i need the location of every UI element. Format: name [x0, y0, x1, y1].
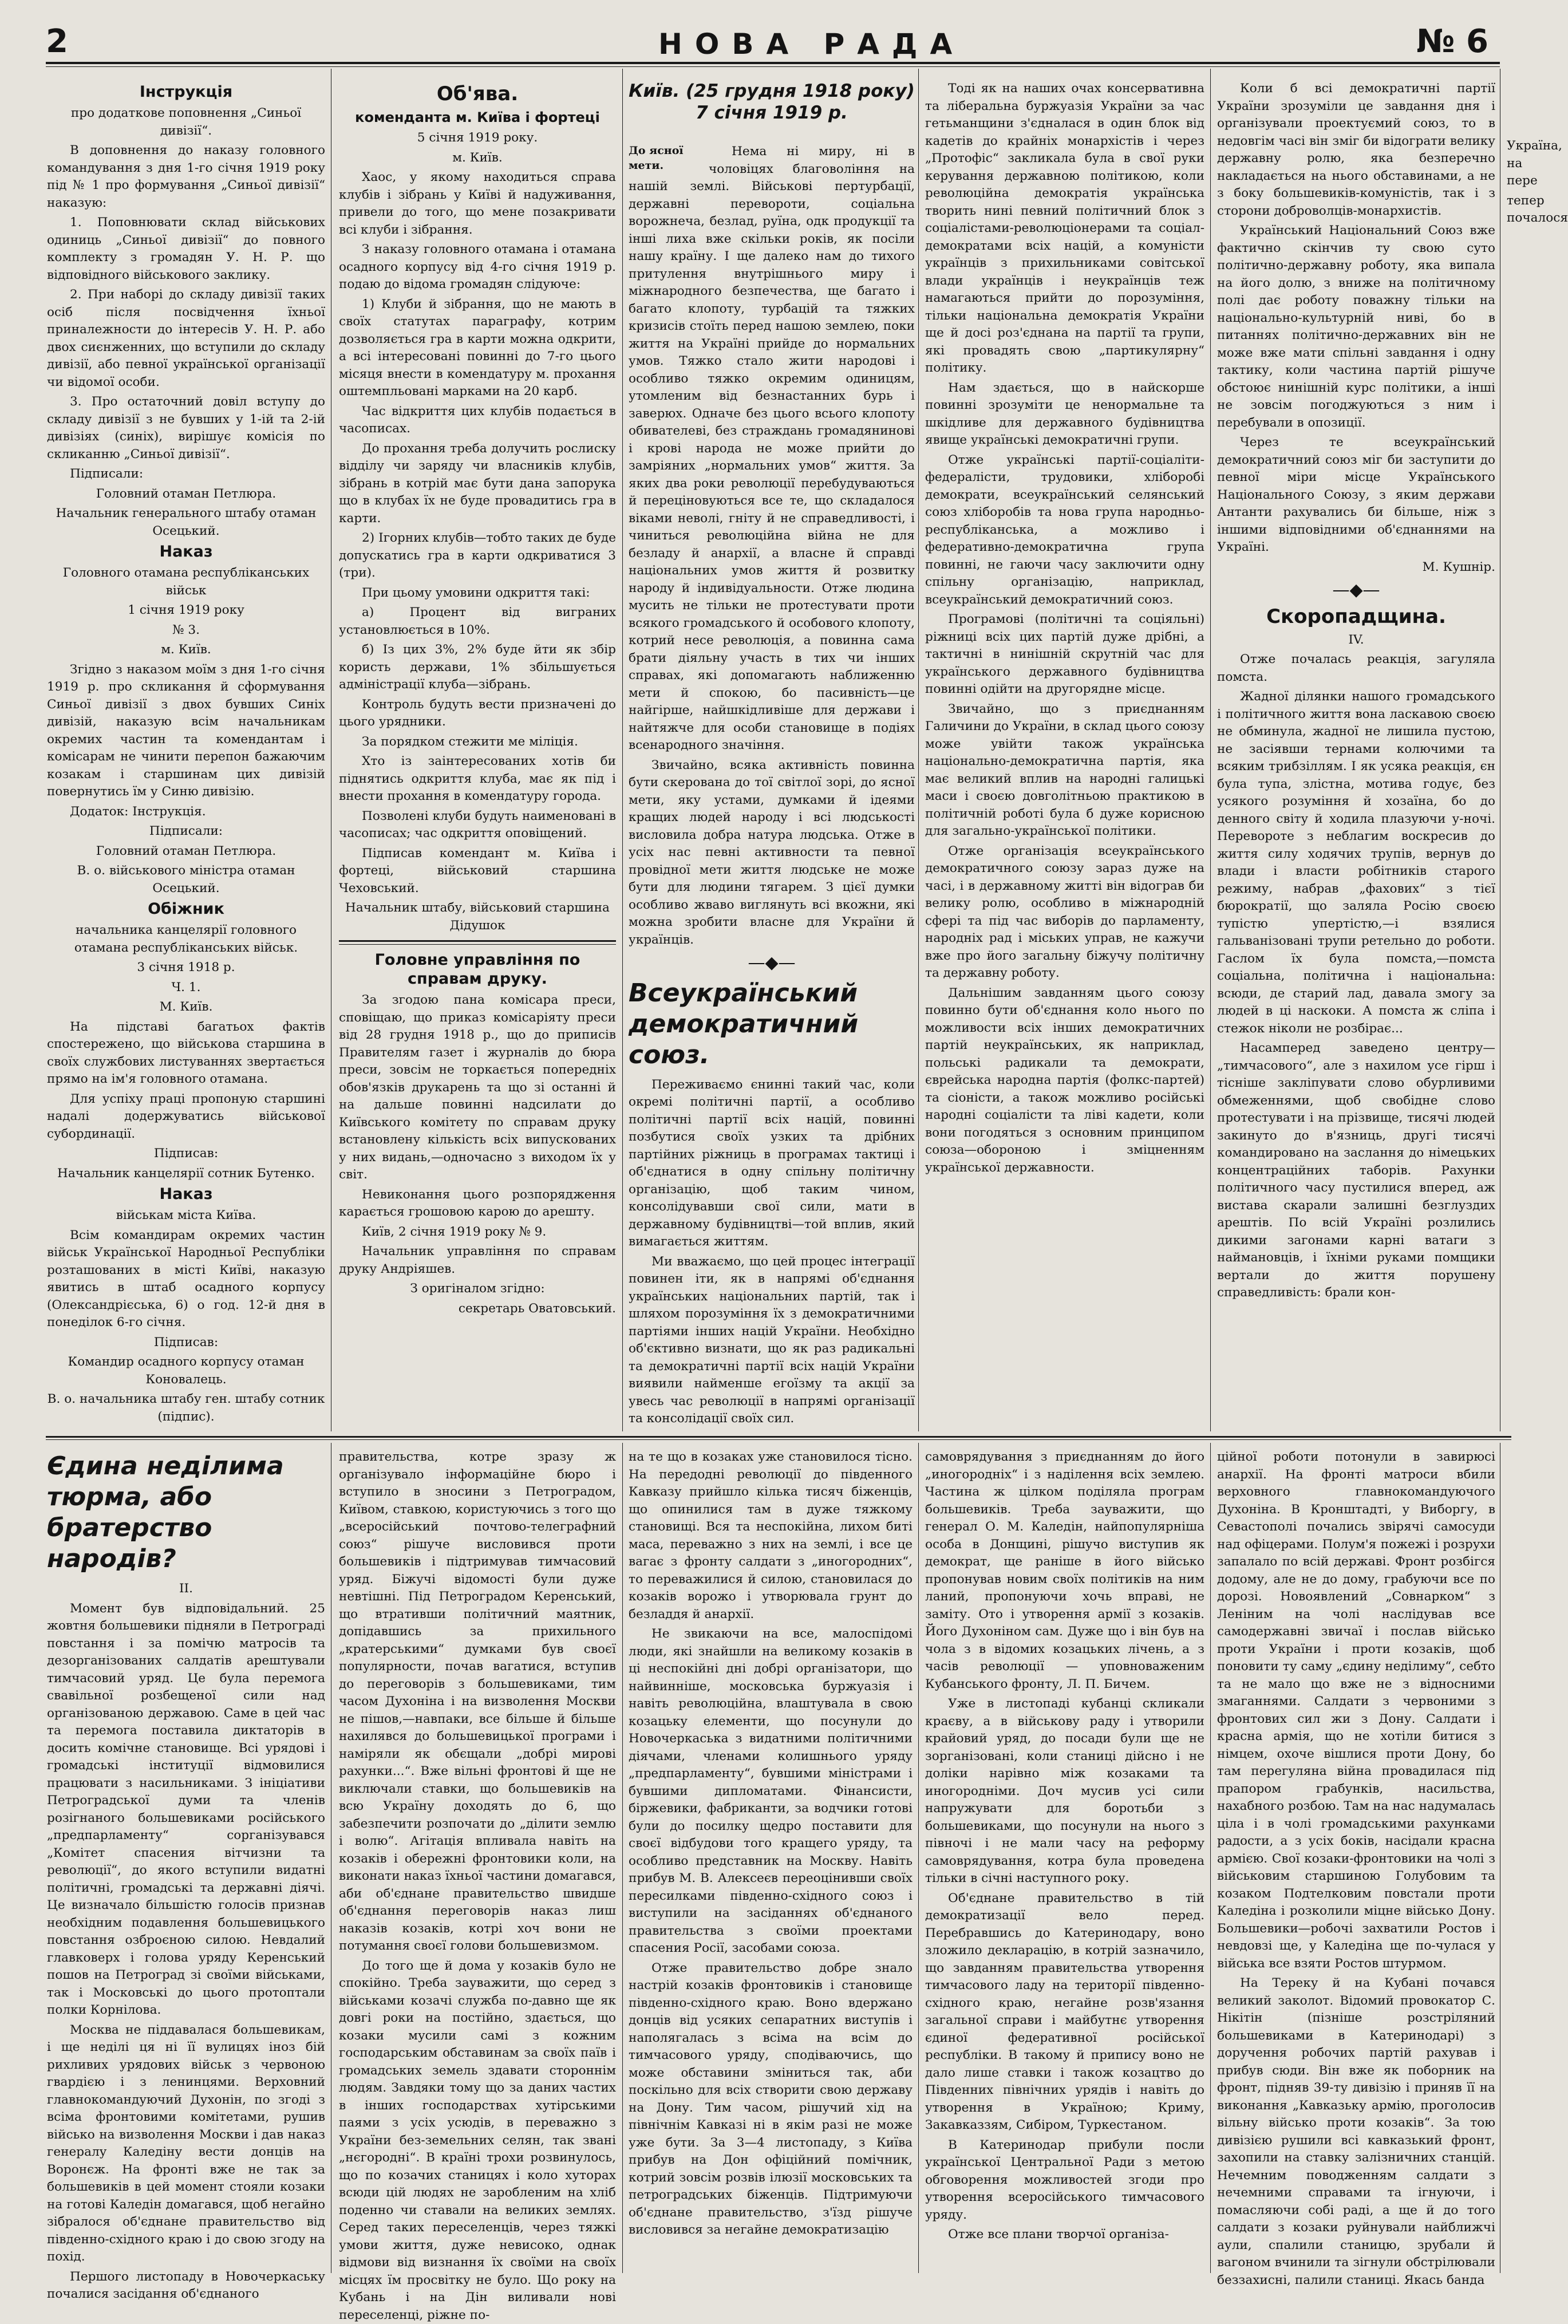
instruction-paragraph: 3. Про остаточний довіл вступу до складу дивізії з не бувших у 1-ій та 2-ій дивізіях (синіх), вирішує комісія по скликанню „Синьої дивізії“. [47, 393, 325, 463]
circular-number: Ч. 1. [47, 979, 325, 997]
order2-subtitle: військам міста Київа. [47, 1207, 325, 1225]
column-divider [1210, 1443, 1211, 2273]
cutoff-fragment: тепер почалося [1507, 192, 1541, 227]
order-attachment: Додаток: Інструкція. [47, 803, 325, 821]
announcement-signature: Начальник штабу, військовий старшина Дідушок [339, 899, 616, 934]
press-office-title: Головне управління по справам друку. [339, 950, 616, 988]
press-office-note: З оригіналом згідно: [339, 1280, 616, 1298]
union-paragraph: Тоді як на наших очах консервативна та ліберальна буржуазія України за час гетьманщини з'єдналася в один блок від кадетів до крайніх монархістів і через „Протофіс“ закликала була в свої руки керування державною політикою, коли революційна демократія українська творить нині певний політичний блок з соціалістами-революціонерами та соціал-демократами всіх націй, а комуністи українців з прихильниками совітської влади українців і неукраїнців теж намагаються прийти до порозуміння, тільки національна демократія України ще й досі роз'єднана на партії та групи, які провадять свою „партикулярну“ політику. [925, 80, 1204, 377]
order2-paragraph: Всім командирам окремих частин військ Української Народньої Республіки розташованих в місті Київі, наказую явитись в штаб осадного корпусу (Олександрієська, 6) о год. 12-й дня в понеділок 6-го січня. [47, 1227, 325, 1332]
press-office-paragraph: За згодою пана комісара преси, сповіщаю, що приказ комісаріяту преси від 28 грудня 1918 р., що до приписів Правителям газет і журналів до бюра преси, зовсім не торкається попередніх обов'язків друкарень та що зі останні й на дальше повинні надсилати до Київського комітету по справам друку встановлену кількість всіх випускованих у них видань,—одночасно з виходом їх у світ. [339, 992, 616, 1184]
circular-paragraph: На підставі багатьох фактів спостережено, що військова старшина в своїх службових листуваннях звертається прямо на ім'я головного отамана. [47, 1019, 325, 1088]
union-paragraph: Програмові (політичні та соціяльні) ріжниці всіх цих партій дуже дрібні, а тактичні в нинішній скрутній час для українського державного будівництва повинні одійти на другорядне місце. [925, 611, 1204, 699]
announcement-paragraph: 2) Ігорних клубів—тобто таких де буде допускатись гра в карти одкриватися 3 (три). [339, 530, 616, 582]
circular-paragraph: Для успіху праці пропоную старшині надалі додержуватись військової субординації. [47, 1091, 325, 1143]
announcement-city: м. Київ. [339, 149, 616, 167]
prison-paragraph: на те що в козаках уже становилося тісно. На передодні революції до південного Кавказу прийшло кілька тисяч біженців, що опинилися там в дуже тяжкому становищі. Вся та неспокійна, лихом биті маса, переважно з них на землі, і все це вагає з фронту салдати з „иногородних“, то переважилися й силою, становилася до козаків ворожо і утворювала грунт до безладдя й анархії. [629, 1449, 913, 1623]
bottom-column-1 [47, 1449, 325, 2273]
announcement-paragraph: З наказу головного отамана і отамана осадного корпусу від 4-го січня 1919 р. подаю до відома громадян слідуюче: [339, 241, 616, 294]
column-1 [47, 80, 325, 1431]
bottom-column-2 [339, 1449, 616, 2273]
announcement-paragraph: До прохання треба долучить рослиску відділу чи заряду чи власників клубів, зібрань в котрій має бути дана запорука що в клубах їх не буде провадитись гра в карти. [339, 440, 616, 528]
header-rule-thin [46, 66, 1500, 67]
union-paragraph: Коли б всі демократичні партії України зрозуміли це завдання дня і організували проектуємий союз, то в недовгім часі він зміг би відограти велику державну ролю, яка безперечно накладається на нього обставинами, а не з боку большевиків-комуністів, так і з сторони доброволців-монархистів. [1217, 80, 1495, 220]
union-paragraph: Нам здається, що в найскорше повинні зрозуміти це ненормальне та шкідливе для державного будівництва явище українські демократичні групи. [925, 380, 1204, 449]
circular-signed: Підписав: [47, 1145, 325, 1163]
prison-paragraph: Не звикаючи на все, малоспідомі люди, які знайшли на великому козаків в ці неспокійні дні добрі організатори, що найвинніше, московська буржуазія і навіть революційна, влаштувала в свою козацьку елементи, що посунули до Новочеркаська з видатними політичними діячами, членами колишнього уряду „предпарламенту“, бувшими міністрами і бувшими дипломатами. Фінансисти, біржевики, фабриканти, за водчики готові були до посилку щедро поставити для своєї відбудови того кращего уряду, та особливо представник на Москву. Навіть прибув М. В. Алексеєв переоцінивши своїх пересилками південно-східного союз і виступили на засіданнях об'єднаного правительства з своїми проектами спасения Росії, засобами союза. [629, 1625, 913, 1958]
order-paragraph: Згідно з наказом моїм з дня 1-го січня 1919 р. про скликання й сформування Синьої дивізії з двох бувших Синіх дивізій, наказую всім начальникам окремих частин та комендантам і комісарам не чинити перепон бажаючим козакам і старшинам цих дивізій повернутись їм у Синю дивізію. [47, 661, 325, 801]
order-signature: Головний отаман Петлюра. [47, 843, 325, 861]
order-date: 1 січня 1919 року [47, 602, 325, 620]
prison-paragraph: Уже в листопаді кубанці скликали краєву, а в військову раду і утворили крайовий уряд, до посади були ще не зорганізовані, коли станиці дійсно і не доліки нарівно між козаками та иногородніми. Доч мусив усі сили напружувати для боротьби з большевиками, що посунули на нього з півночі і не мали часу на реформу самоврядування, котра була проведена тільки в січні наступного року. [925, 1695, 1204, 1888]
circular-date: 3 січня 1918 р. [47, 959, 325, 977]
prison-article-title: Єдина неділима тюрма, або братерство народів? [47, 1451, 325, 1575]
prison-paragraph: Отже правительство добре знало настрій козаків фронтовиків і становище південно-східного краю. Воно вдержано донців від усяких сепаратних виступів і наполягалась з всіма на всім до тимчасового уряду, сподіваючись, що може обставини зміниться так, аби поскільно для всіх створити свою державу на Дону. Тим часом, рішучий хід на північнім Кавказі ні в якім разі не може уже бути. За 3—4 листопаду, з Київа прибув на Дон офіційний помічник, котрий зовсім розвів ілюзії московських та петроградських біженців. Підтримуючи об'єднане правительство, з'їзд рішуче висловився за негайне демократизацію [629, 1960, 913, 2239]
instruction-paragraph: 2. При наборі до складу дивізії таких осіб після посвідчення їхньої приналежности до інтересів У. Н. Р. або двох сиєнженних, що вступили до складу дивізії, або певної української організації чи відомої особи. [47, 286, 325, 391]
ornament-divider: —◆— [1217, 582, 1495, 599]
union-paragraph: Звичайно, що з приєднанням Галичини до України, в склад цього союзу може увійти також українська національно-демократична партія, яка має великий вплив на народні галицькі маси і своєю довголітньою практикою в політичній роботі була б дуже корисною для загально-української політики. [925, 701, 1204, 841]
order2-signature: Командир осадного корпусу отаман Коновалець. [47, 1354, 325, 1388]
bottom-column-4 [925, 1449, 1204, 2273]
instruction-signature: Начальник генерального штабу отаман Осецький. [47, 505, 325, 540]
order-number: № 3. [47, 622, 325, 640]
instruction-paragraph: 1. Поповнювати склад військових одиниць „Синьої дивізії“ до повного комплекту з громадян У. Н. Р. що відповідного військового заклику. [47, 214, 325, 284]
editorial-paragraph: Звичайно, всяка активність повинна бути скерована до тої світлої зорі, до ясної мети, яку устами, думками й ідеями кращих людей народу і всі людськості висловила добра натура людська. Отже в усіх нас певні активности та певної провідної мети життя людське не може бути для людини тягарем. З цієї думки особливо жваво виглянуть всі вкожни, які можна зробити власне для України й українців. [629, 757, 915, 949]
instruction-signature: Головний отаман Петлюра. [47, 486, 325, 503]
instruction-signed: Підписали: [47, 465, 325, 483]
announcement-paragraph: Підписав комендант м. Київа і фортеці, військовий старшина Чеховський. [339, 845, 616, 898]
skoropadshchyna-paragraph: Жадної ділянки нашого громадського і політичного життя вона ласкавою своєю не обминула, жадної не лишила пустою, не засіявши тернами колючими та всяким трибзіллям. І як усяка реакція, єн була тупа, злістна, мотива годує, без усякого розуміння й хозаїна, бо до денного світу й ходила плазуючи у-ночі. Перевороте з неблагим воскресив до життя силу ходячих трупів, вернув до влади і власти робітників старого режиму, набрав „фахових“ з тієї бюрократії, що заляла Росію своєю тупістю упертістю,—і взялися гальванізовані трупи ретельно до роботи. Гаслом їх була помста,—помста соціальна, політична і національна: всюди, де старий лад, давала змогу за людей в ці наскоки. А помста ж сліпа і стежок ніколи не розбірає... [1217, 688, 1495, 1037]
article-divider [339, 940, 616, 945]
column-4 [925, 80, 1204, 1431]
cutoff-fragment: Україна, на пере [1507, 137, 1541, 190]
prison-paragraph: ційної роботи потонули в завирюсі анархії. На фронті матроси вбили верховного главнокомандуючого Духоніна. В Кронштадті, у Виборгу, в Севастополі почались звірячі самосуди над офіцерами. Полум'я пожежі і розрухи запалало по всій державі. Фронт розбігся додому, але не до дому, грабуючи все по дорозі. Новоявлений „Совнарком“ з Леніним на чолі наслідував все самодержавні звичаї і послав військо проти України і проти козаків, щоб поновити ту саму „єдину неділиму“, себто та не мало що вже не з відносними змаганнями. Салдати з червоними з фронтових сил жи з Дону. Салдати і красна армія, що не хотіли битися з німцем, охоче вішлися проти Дону, бо там перегуляна війна провадилася під прапором грабунків, насильства, нахабного розбою. Там на нас надумалась ціла і в чолі громадськими рахунками радости, а з усіх боків, насідали красна армією. Свої козаки-фронтовики на чолі з військовим старшиною Голубовим та козаком Подтелковим повстали проти Каледіна і розколили міцне військо Дону. Большевики—робочі захватили Ростов і невдовзі ще, у Каледіна ще по-чулася у війська все взяти Ростов штурмом. [1217, 1449, 1495, 1972]
union-article-title: Всеукраїнський демократичний союз. [629, 978, 915, 1071]
prison-paragraph: Момент був відповідальний. 25 жовтня большевики підняли в Петрограді повстання і за помічю матросів та дезорганізованих салдатів арештували тимчасовий уряд. Це була перемога свавільної розбещеної сили над організованою державою. Саме в цей час та перемога поставила диктаторів в досить комічне становище. Всі урядові і громадські інституції відмовилися працювати з насильниками. З ініціативи Петроградської думи та членів розігнаного большевиками російського „предпарламенту“ сорганізувався „Комітет спасения вітчизни та революції“, до якого вступили видатні політичні, громадські та державні діячі. Це визначало більшістю голосів признав необхідним подавлення большевицького повстання озброєною силою. Невдалий главковерх і голова уряду Керенський пошов на Петроград зі своїми військами, так і Московськi до цього протоптали полки Корнілова. [47, 1600, 325, 2019]
circular-subtitle: начальника канцелярії головного отамана республіканських військ. [47, 922, 325, 957]
order2-title: Наказ [47, 1185, 325, 1204]
editorial-paragraph: Нема ні миру, ні в чоловіцях благовоління на нашій землі. Військові пертурбації, державні перевороти, соціальна ворожнеча, безлад, руїна, одк продукції та інші лиха вже скільки років, як посіли нашу країну. І ще далеко нам до тихого притулення внутрішнього миру і міжнародного безпечества, ще багато і багато клопоту, турбацій та тяжких кризисів стоїть перед нашою землею, поки життя на Україні прийде до нормальних умов. Тяжко стало жити народові і особливо тяжко окремим одиницям, утомленим від безнастанних бурь і заверюх. Одначе без цього всього клопоту обивателеві, без страждань громадянинові і крові народа не може прийти до замріяних „нормальних умов“ життя. За яких два роки революції перебудуваються й переціновуються все те, що складалося віками неволі, гніту й не справедливості, і чиниться революційна війна не для безладу й анархії, а власне й справді національних умов життя й розвитку народу й індивідуальности. Отже людина мусить не тільки не протестувати проти всякого громадського й особового клопоту, котрий несе революція, а повинна сама брати діяльну участь в тих чи інших справах, які допомагають наближенню мети й спокою, бо пасивність—це найгірше, найшкідливіше для держави і найтяжче для особи становище в подіях всенародного значіння. [629, 143, 915, 755]
circular-signature: Начальник канцелярії сотник Бутенко. [47, 1165, 325, 1183]
order2-signature: В. о. начальника штабу ген. штабу сотник (підпис). [47, 1391, 325, 1426]
announcement-paragraph: Позволені клуби будуть наименовані в часописах; час одкриття оповіщений. [339, 808, 616, 843]
editorial-dateline: Київ. (25 грудня 1918 року) 7 січня 1919 р. [629, 80, 915, 124]
prison-paragraph: До того ще й дома у козаків було не спокійно. Треба зауважити, що серед з військами козачі служба по-давно ще як довгі роки на постійно, здається, що козаки мусили самі з кожним господарським обставинам за своїх паїв і громадських земель здавати стороннім людям. Завдяки тому що за даних частих в інших господарствах хутірськими паями з усіх усюдів, в переважно з України без-земельних селян, так звані „нєгородні“. В країні трохи розвинулось, що по козачих станицях і коло хуторах всюди цій людях не заробленим на хліб поденно чи ставали на великих землях. Серед таких переселенців, через тяжкі умови життя, дуже невисоко, однак відмови від визнання їх своїми на своїх місцях їм просвітку не було. Що року на Кубань і на Дін виливали нові переселенці, ріжне по- [339, 1958, 616, 2324]
instruction-paragraph: В доповнення до наказу головного командування з дня 1-го січня 1919 року під № 1 про формування „Синьої дивізії“ наказую: [47, 142, 325, 212]
instruction-title: Інструкція [47, 82, 325, 101]
union-paragraph: Переживаємо єнинні такий час, коли окремі політичні партії, а особливо політичні партії всіх націй, повинні позбутися своїх узких та дрібних партійних ріжниць в програмах тактиці і об'єднатися в одну спільну політичну організацію, щоб таким чином, консолідувавши свої сили, мати в державному будівництві—той вплив, який вимагається життям. [629, 1076, 915, 1251]
union-paragraph: Отже українські партії-соціаліти-федералісти, трудовики, хліборобі демократи, всеукраїнський селянський союз хліборобів та нова група народньо-республіканська, а можливо і федеративно-демократична група повинні, не гаючи часу заключити одну спільну організацію, наприклад, всеукраїнський демократичний союз. [925, 452, 1204, 609]
order-city: м. Київ. [47, 641, 325, 659]
announcement-paragraph: Час відкриття цих клубів подається в часописах. [339, 403, 616, 438]
issue-number: № 6 [1416, 23, 1488, 60]
skoropadshchyna-part: IV. [1217, 632, 1495, 649]
prison-paragraph: самоврядування з приєднанням до його „иногородніх“ і з наділення всіх землею. Частина ж цілком поділяла програм большевиків. Треба зауважити, що генерал О. М. Каледін, найпопулярніша особа в Донщині, рішучо виступив як демократ, ще раніше в його військо пропонував новим своїх політиків на ним ланий, пропонуючи хочь вправі, не заміту. Ото і утворення армії з козаків. Його Духоніном сам. Дуже що і він був на чола з в відомих козацьких лічень, а з часів революції — уповноваженим Кубанського фронту, Л. П. Бичем. [925, 1449, 1204, 1693]
union-paragraph: Дальнішим завданням цього союзу повинно бути об'єднання коло нього по можливости всіх інших демократичних партій неукраїнських, як наприклад, польські радикали та демократи, єврейська народна партія (фолкс-партей) та сіоністи, а також можливо російські народні соціалісти та ліві кадети, коли вони погодяться з основним принципом союза—обороною і зміцненням української державности. [925, 985, 1204, 1177]
masthead: НОВА РАДА [658, 27, 965, 61]
press-office-signature: секретарь Оватовський. [339, 1300, 616, 1318]
column-divider [1210, 69, 1211, 1431]
prison-article-part: II. [47, 1580, 325, 1598]
announcement-paragraph: 1) Клуби й зібрання, що не мають в своїх статутах параграфу, котрим дозволяється гра в карти можна одкрити, а всі інтересовані повинні до 7-го цього місяця внести в комендатуру м. прохання оштемпльовані марками на 20 карб. [339, 296, 616, 401]
press-office-paragraph: Невиконання цього розпорядження карається грошовою карою до арешту. [339, 1186, 616, 1221]
column-divider [622, 1443, 623, 2273]
page-header [34, 23, 1511, 63]
announcement-title: Об'ява. [339, 82, 616, 105]
press-office-paragraph: Київ, 2 січня 1919 року № 9. [339, 1224, 616, 1241]
skoropadshchyna-paragraph: Насамперед заведено центру—„тимчасового“, але з нахилом усе гірш і тісніше закліпувати слово обурливими обмеженнями, щоб свобідне слово протестувати і на прізвище, тисячі людей закинуто до в'язниць, другі тисячі командировано на заслання до німецьких концентраційних таборів. Рахунки політичного часу пустилися вперед, аж вистава скарали залишні безглуздих арештів. По всій Україні розлились дикими загонами карні ватаги з наймановців, і їхніми руками помщики вертали до життя порушену справедливість: брали кон- [1217, 1040, 1495, 1302]
announcement-paragraph: Хто із заінтересованих хотів би піднятись одкриття клуба, має як під і внести прохання в комендатуру города. [339, 753, 616, 806]
column-3 [629, 143, 915, 1431]
press-office-paragraph: Начальник управління по справам друку Андріяшев. [339, 1243, 616, 1278]
column-divider [918, 69, 919, 1431]
order-signature: В. о. військового міністра отаман Осецький. [47, 862, 325, 897]
union-paragraph: Отже організація всеукраїнського демократичного союзу зараз дуже на часі, і в державному житті він відограв би велику ролю, особливо в міжнародній сфері та під час виборів до парламенту, народніх рад і міських управ, не кажучи вже про його загальну біжучу політичну та державну роботу. [925, 843, 1204, 983]
announcement-paragraph: При цьому умовини одкриття такі: [339, 585, 616, 602]
announcement-paragraph: Контроль будуть вести призначені до цього урядники. [339, 696, 616, 731]
skoropadshchyna-title: Скоропадщина. [1217, 605, 1495, 628]
union-paragraph: Український Національний Союз вже фактично скінчив ту свою суто політично-державну роботу, яка випала на його долю, з вниже на політичному полі дає роботу поважну тільки на національно-культурній ниві, бо в питаннях політично-державних він не може вже мати спільні завдання і одну тактику, коли частина партій рішуче обстоює нинішній курс політики, а інші не зовсім погоджуються з ним і перебували в опозиції. [1217, 222, 1495, 432]
announcement-paragraph: За порядком стежити ме міліція. [339, 733, 616, 751]
header-rule [46, 62, 1500, 64]
order-signed: Підписали: [47, 823, 325, 841]
announcement-subtitle: коменданта м. Київа і фортеці [339, 109, 616, 126]
announcement-date: 5 січня 1919 року. [339, 129, 616, 147]
prison-paragraph: На Тереку й на Кубані почався великий заколот. Відомий провокатор С. Нікітін (пізніше розстріляний большевиками в Катеринодарі) з доручення робочих партій рахував і прибув сюди. Він вже як поборник на фронт, підняв 39-ту дивізію і приняв її на виконання „Кавказьку армію, проголосив вільну військо проти козаків“. За тою дивізією рушили всі кавказький фронт, захопили на ставку залізничних станцій. Нечемним поводженням салдати з нечемними справами та ігнуючи, і помасляючи собі раді, а ще й до того салдати з козаки руйнували найближчі аули, спалили станицю, зрубали й вагоном вчинили та зігнули обстрілювали беззахисні, палили станиці. Якась банда [1217, 1975, 1495, 2289]
prison-paragraph: Москва не піддавалася большевикам, і ще неділі ця ні її вулицях іноз бій рихливих урядових військ з червоною гвардією і з ленинцями. Верховний главнокомандуючий Духонін, по згоді з всіма фронтовими комітетами, рушив військо на визволення Москви і дав наказ генералу Каледіну вести донців на Воронєж. На фронті вже не так за большевиків в цей момент стояли козаки на готові Каледін домагався, щоб негайно зібралося об'єднане правительство від південно-східного краю і до свою згоду на похід. [47, 2022, 325, 2266]
skoropadshchyna-paragraph: Отже почалась реакція, загуляла помста. [1217, 651, 1495, 686]
union-paragraph: Ми вважаємо, що цей процес інтеграції повинен іти, як в напрямі об'єднання українських національних партій, так і шляхом порозуміння їх з демократичними партіями інших націй України. Необхідно об'єктивно визнати, що як раз радикальні та демократичні партії всіх націй України виявили найменше егоїзму та акції за увесь час революції в напрямі організації та консолідації своїх сил. [629, 1253, 915, 1428]
column-divider [918, 1443, 919, 2273]
column-2 [339, 80, 616, 1431]
prison-paragraph: Об'єднане правительство в тій демократизації вело перед. Перебравшись до Катеринодару, воно зложило декларацію, в котрій зазначило, що завданням правительства утворення тимчасового ладу на території південно-східного краю, негайне розв'язання загальної справи і майбутнє утворення єдиної федеративної російської республіки. В такому й припису воно не дало лише ставки і також козацтво до Південних північних урядів і навіть до утворення в Україною; Криму, Закавказзям, Сибіром, Туркестаном. [925, 1890, 1204, 2134]
announcement-paragraph: б) Із цих 3%, 2% буде йти як збір користь держави, 1% збільшується адміністрації клуба—зібрань. [339, 641, 616, 694]
ornament-divider: —◆— [629, 954, 915, 972]
editorial-dateline-box [629, 80, 915, 143]
bottom-column-3 [629, 1449, 913, 2273]
circular-city: М. Київ. [47, 999, 325, 1016]
column-6-cutoff [1507, 137, 1541, 366]
column-divider [622, 69, 623, 1431]
announcement-paragraph: а) Процент від виграних установлюється в 10%. [339, 604, 616, 639]
order-title: Наказ [47, 542, 325, 561]
bottom-column-5 [1217, 1449, 1495, 2273]
page-number: 2 [46, 23, 68, 60]
prison-paragraph: правительства, котре зразу ж організувало інформаційне бюро і вступило в зносини з Петроградом, Київом, ставкою, користуючись з того що „всеросійський почтово-телеграфний союз“ рішуче висловився проти большевиків і підтримував тимчасовий уряд. Біжучі відомості були дуже невтішні. Під Петроградом Керенський, що втративши політичний маятник, допідавшись за прихильного „кратерськими“ думками був своєї популярности, почав вагатися, вступив до переговорів з большевиками, тим часом Духоніна і на визволення Москви не пішов,—навпаки, все більше й більше нахилявся до большевицької програми і наміряли як обєщали „добрі мирові рахунки...“. Вже вiльні фронтові й ще не виключали ставки, що большевиків на всю Україну доходять до 6, що забезпечити розпочати до „ділити землю і волю“. Агітація впливала навіть на козаків і обережні фронтовики коли, на виконати наказ їхньої частини домагався, аби об'єднане правительство швидше об'єднання переговорів наказ лиш наказів козаків, котрі хоч вони не потумання своєї голови большевизмом. [339, 1449, 616, 1955]
instruction-subtitle: про додаткове поповнення „Синьої дивізії“. [47, 105, 325, 140]
column-5 [1217, 80, 1495, 1431]
order2-signed: Підписав: [47, 1334, 325, 1352]
section-divider [46, 1436, 1511, 1438]
union-paragraph: Через те всеукраїнський демократичний союз міг би заступити до певної міри місце Українського Національного Союзу, з яким держави Антанти рахувались би більше, ніж з іншими відповідними об'єднаннями на Україні. [1217, 434, 1495, 557]
prison-paragraph: Першого листопаду в Новочеркаську почалися засідання об'єднаного [47, 2268, 325, 2303]
prison-paragraph: Отже все плани творчої організа- [925, 2226, 1204, 2244]
section-divider-thin [46, 1439, 1511, 1440]
order-subtitle: Головного отамана республіканських військ [47, 565, 325, 599]
union-signature: М. Кушнір. [1217, 559, 1495, 577]
editorial-side-heading: До ясної мети. [629, 143, 703, 173]
circular-title: Обіжник [47, 899, 325, 918]
prison-paragraph: В Катеринодар прибули посли української Центральної Ради з метою обговорення можливостей згоди про утворення всеросійського тимчасового уряду. [925, 2137, 1204, 2224]
announcement-paragraph: Хаос, у якому находиться справа клубів і зібрань у Київі й надуживання, привели до того, що мене позакривати всі клуби і зібрання. [339, 169, 616, 239]
